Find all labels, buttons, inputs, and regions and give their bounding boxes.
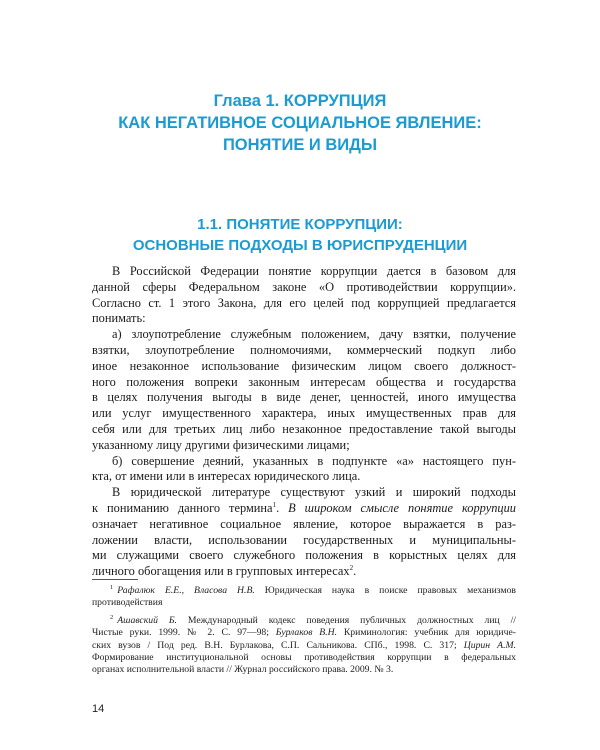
- footnote-number: 2: [110, 613, 114, 621]
- footnote-author: Рафалюк Е.Е., Власова Н.В.: [117, 585, 255, 596]
- text-line: В юридической литературе существуют узкий и широкий подходы: [112, 485, 516, 500]
- text-line: иное незаконное использование физическим лицом своего должност-: [92, 358, 516, 373]
- footnote-ref: 1: [272, 500, 277, 509]
- text-fragment: к пониманию данного термина: [92, 500, 273, 515]
- text-line: означает негативное социальное явление, которое выражается в раз-: [92, 516, 516, 531]
- body-text: [92, 264, 516, 580]
- footnote-2: [92, 615, 516, 677]
- footnote-author: Цирин А.М.: [463, 639, 516, 651]
- text-line: [92, 585, 516, 597]
- footnote-author: Ашавский Б.: [117, 614, 177, 626]
- text-fragment: ских вузов / Под ред. В.Н. Бурлакова, С.П. Сальникова. СПб., 1998. С. 317;: [92, 639, 464, 651]
- footnote-1: [92, 585, 516, 610]
- text-line: данной сферы Федеральном законе «О противодействии коррупции».: [92, 279, 516, 294]
- text-line: Согласно ст. 1 этого Закона, для его целей под коррупцией предлагается: [92, 295, 516, 310]
- text-fragment: Чистые руки. 1999. № 2. С. 97—98;: [92, 627, 276, 639]
- section-title: [60, 214, 540, 256]
- text-line: указанному лицу другими физическими лицами;: [92, 437, 350, 452]
- text-fragment: Международный кодекс поведения публичных должностных лиц //: [176, 614, 517, 626]
- paragraph-definition-intro: [92, 264, 516, 327]
- text-line: б) совершение деяний, указанных в подпункте «а» настоящего пун-: [112, 453, 516, 468]
- footnote-ref: 2: [349, 564, 354, 573]
- text-line: [92, 627, 516, 639]
- paragraph-item-b: [92, 454, 516, 486]
- text-line: противодействия: [92, 597, 163, 609]
- text-line: В Российской Федерации понятие коррупции дается в базовом для: [112, 264, 516, 278]
- section-title-line: ОСНОВНЫЕ ПОДХОДЫ В ЮРИСПРУДЕНЦИИ: [132, 237, 468, 254]
- chapter-title: [60, 90, 540, 156]
- text-line: [92, 564, 516, 580]
- footnote-author: Бурлаков В.Н.: [275, 627, 338, 639]
- section-title-line: 1.1. ПОНЯТИЕ КОРРУПЦИИ:: [197, 216, 403, 233]
- text-line: [92, 501, 516, 517]
- footnotes: [92, 585, 516, 677]
- text-line: Формирование институциональной основы противодействия коррупции в федеральных: [92, 652, 516, 664]
- text-fragment: Криминология: учебник для юридиче-: [337, 627, 517, 639]
- text-line: взятки, злоупотребление полномочиями, коммерческий подкуп либо: [92, 342, 516, 357]
- text-line: себя или для третьих лиц либо незаконное предоставление такой выгоды: [92, 421, 516, 436]
- text-line: органах исполнительной власти // Журнал российского права. 2009. № 3.: [92, 664, 394, 676]
- text-line: ложении власти, использовании государственных и муниципальны-: [92, 532, 516, 547]
- text-line: [92, 615, 516, 627]
- italic-term: В широком смысле понятие коррупции: [288, 500, 516, 515]
- text-line: ного положения вопреки законным интересам общества и государства: [92, 374, 516, 389]
- footnote-number: 1: [110, 583, 114, 591]
- text-line: ми служащими своего служебного положения в корыстных целях для: [92, 548, 516, 563]
- chapter-title-line: КАК НЕГАТИВНОЕ СОЦИАЛЬНОЕ ЯВЛЕНИЕ:: [118, 114, 482, 132]
- text-line: понимать:: [92, 311, 146, 326]
- chapter-title-line: ПОНЯТИЕ И ВИДЫ: [222, 136, 378, 154]
- text-fragment: .: [353, 564, 357, 579]
- text-line: в целях получения выгоды в виде денег, ценностей, иного имущества: [92, 390, 516, 405]
- page-number: 14: [92, 703, 105, 715]
- text-fragment: личного обогащения или в групповых интересах: [92, 564, 350, 579]
- text-fragment: .: [276, 500, 289, 515]
- text-line: а) злоупотребление служебным положением, дачу взятки, получение: [112, 327, 516, 342]
- chapter-title-line: Глава 1. КОРРУПЦИЯ: [213, 92, 387, 110]
- text-line: кта, от имени или в интересах юридического лица.: [92, 469, 361, 484]
- text-fragment: Юридическая наука в поиске правовых механизмов: [254, 585, 516, 596]
- text-line: или услуг имущественного характера, иных имущественных прав для: [92, 406, 516, 421]
- footnote-separator: [92, 579, 138, 580]
- paragraph-item-a: [92, 327, 516, 453]
- paragraph-approaches: [92, 485, 516, 580]
- text-line: [92, 640, 516, 652]
